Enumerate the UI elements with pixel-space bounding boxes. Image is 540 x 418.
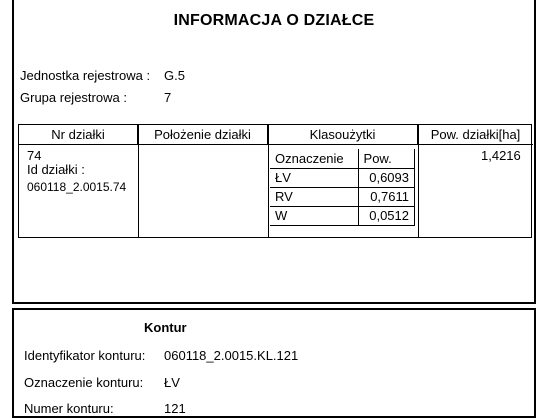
pow-cell: 0,6093 bbox=[358, 168, 414, 187]
header-nr-dzialki: Nr działki bbox=[19, 125, 138, 145]
id-dzialki-value: 060118_2.0015.74 bbox=[27, 180, 127, 194]
oznaczenie-cell: RV bbox=[270, 187, 358, 206]
pow-cell: 0,7611 bbox=[358, 187, 414, 206]
identyfikator-konturu-value: 060118_2.0015.KL.121 bbox=[164, 348, 299, 363]
grupa-label: Grupa rejestrowa : bbox=[20, 90, 127, 105]
oznaczenie-cell: ŁV bbox=[270, 168, 358, 187]
pow-dzialki-value: 1,4216 bbox=[481, 148, 521, 163]
table-row bbox=[270, 206, 415, 225]
oznaczenie-cell: W bbox=[270, 206, 358, 225]
kontur-panel bbox=[12, 308, 536, 418]
header-pow: Pow. bbox=[358, 149, 414, 168]
grupa-value: 7 bbox=[164, 90, 172, 105]
header-oznaczenie: Oznaczenie bbox=[270, 149, 358, 168]
column-divider bbox=[268, 125, 269, 237]
nr-dzialki-value: 74 bbox=[27, 148, 42, 163]
klasouzytki-header-row bbox=[270, 149, 415, 168]
header-pow-dzialki: Pow. działki[ha] bbox=[418, 125, 533, 145]
numer-konturu-label: Numer konturu: bbox=[24, 401, 114, 416]
parcel-table bbox=[18, 124, 532, 238]
header-polozenie: Położenie działki bbox=[138, 125, 268, 145]
table-row bbox=[270, 168, 415, 187]
table-row bbox=[270, 187, 415, 206]
jednostka-label: Jednostka rejestrowa : bbox=[20, 68, 151, 83]
oznaczenie-konturu-value: ŁV bbox=[164, 375, 180, 390]
parcel-info-panel bbox=[12, 0, 536, 304]
pow-cell: 0,0512 bbox=[358, 206, 414, 225]
id-dzialki-label: Id działki : bbox=[27, 162, 85, 177]
column-divider bbox=[138, 125, 139, 237]
identyfikator-konturu-label: Identyfikator konturu: bbox=[24, 348, 146, 363]
jednostka-value: G.5 bbox=[164, 68, 185, 83]
page-title: INFORMACJA O DZIAŁCE bbox=[173, 12, 375, 29]
header-klasouzytki: Klasoużytki bbox=[268, 125, 418, 145]
klasouzytki-table bbox=[270, 149, 415, 226]
kontur-title: Kontur bbox=[144, 320, 187, 335]
column-divider bbox=[418, 125, 419, 237]
oznaczenie-konturu-label: Oznaczenie konturu: bbox=[24, 375, 144, 390]
numer-konturu-value: 121 bbox=[164, 401, 186, 416]
